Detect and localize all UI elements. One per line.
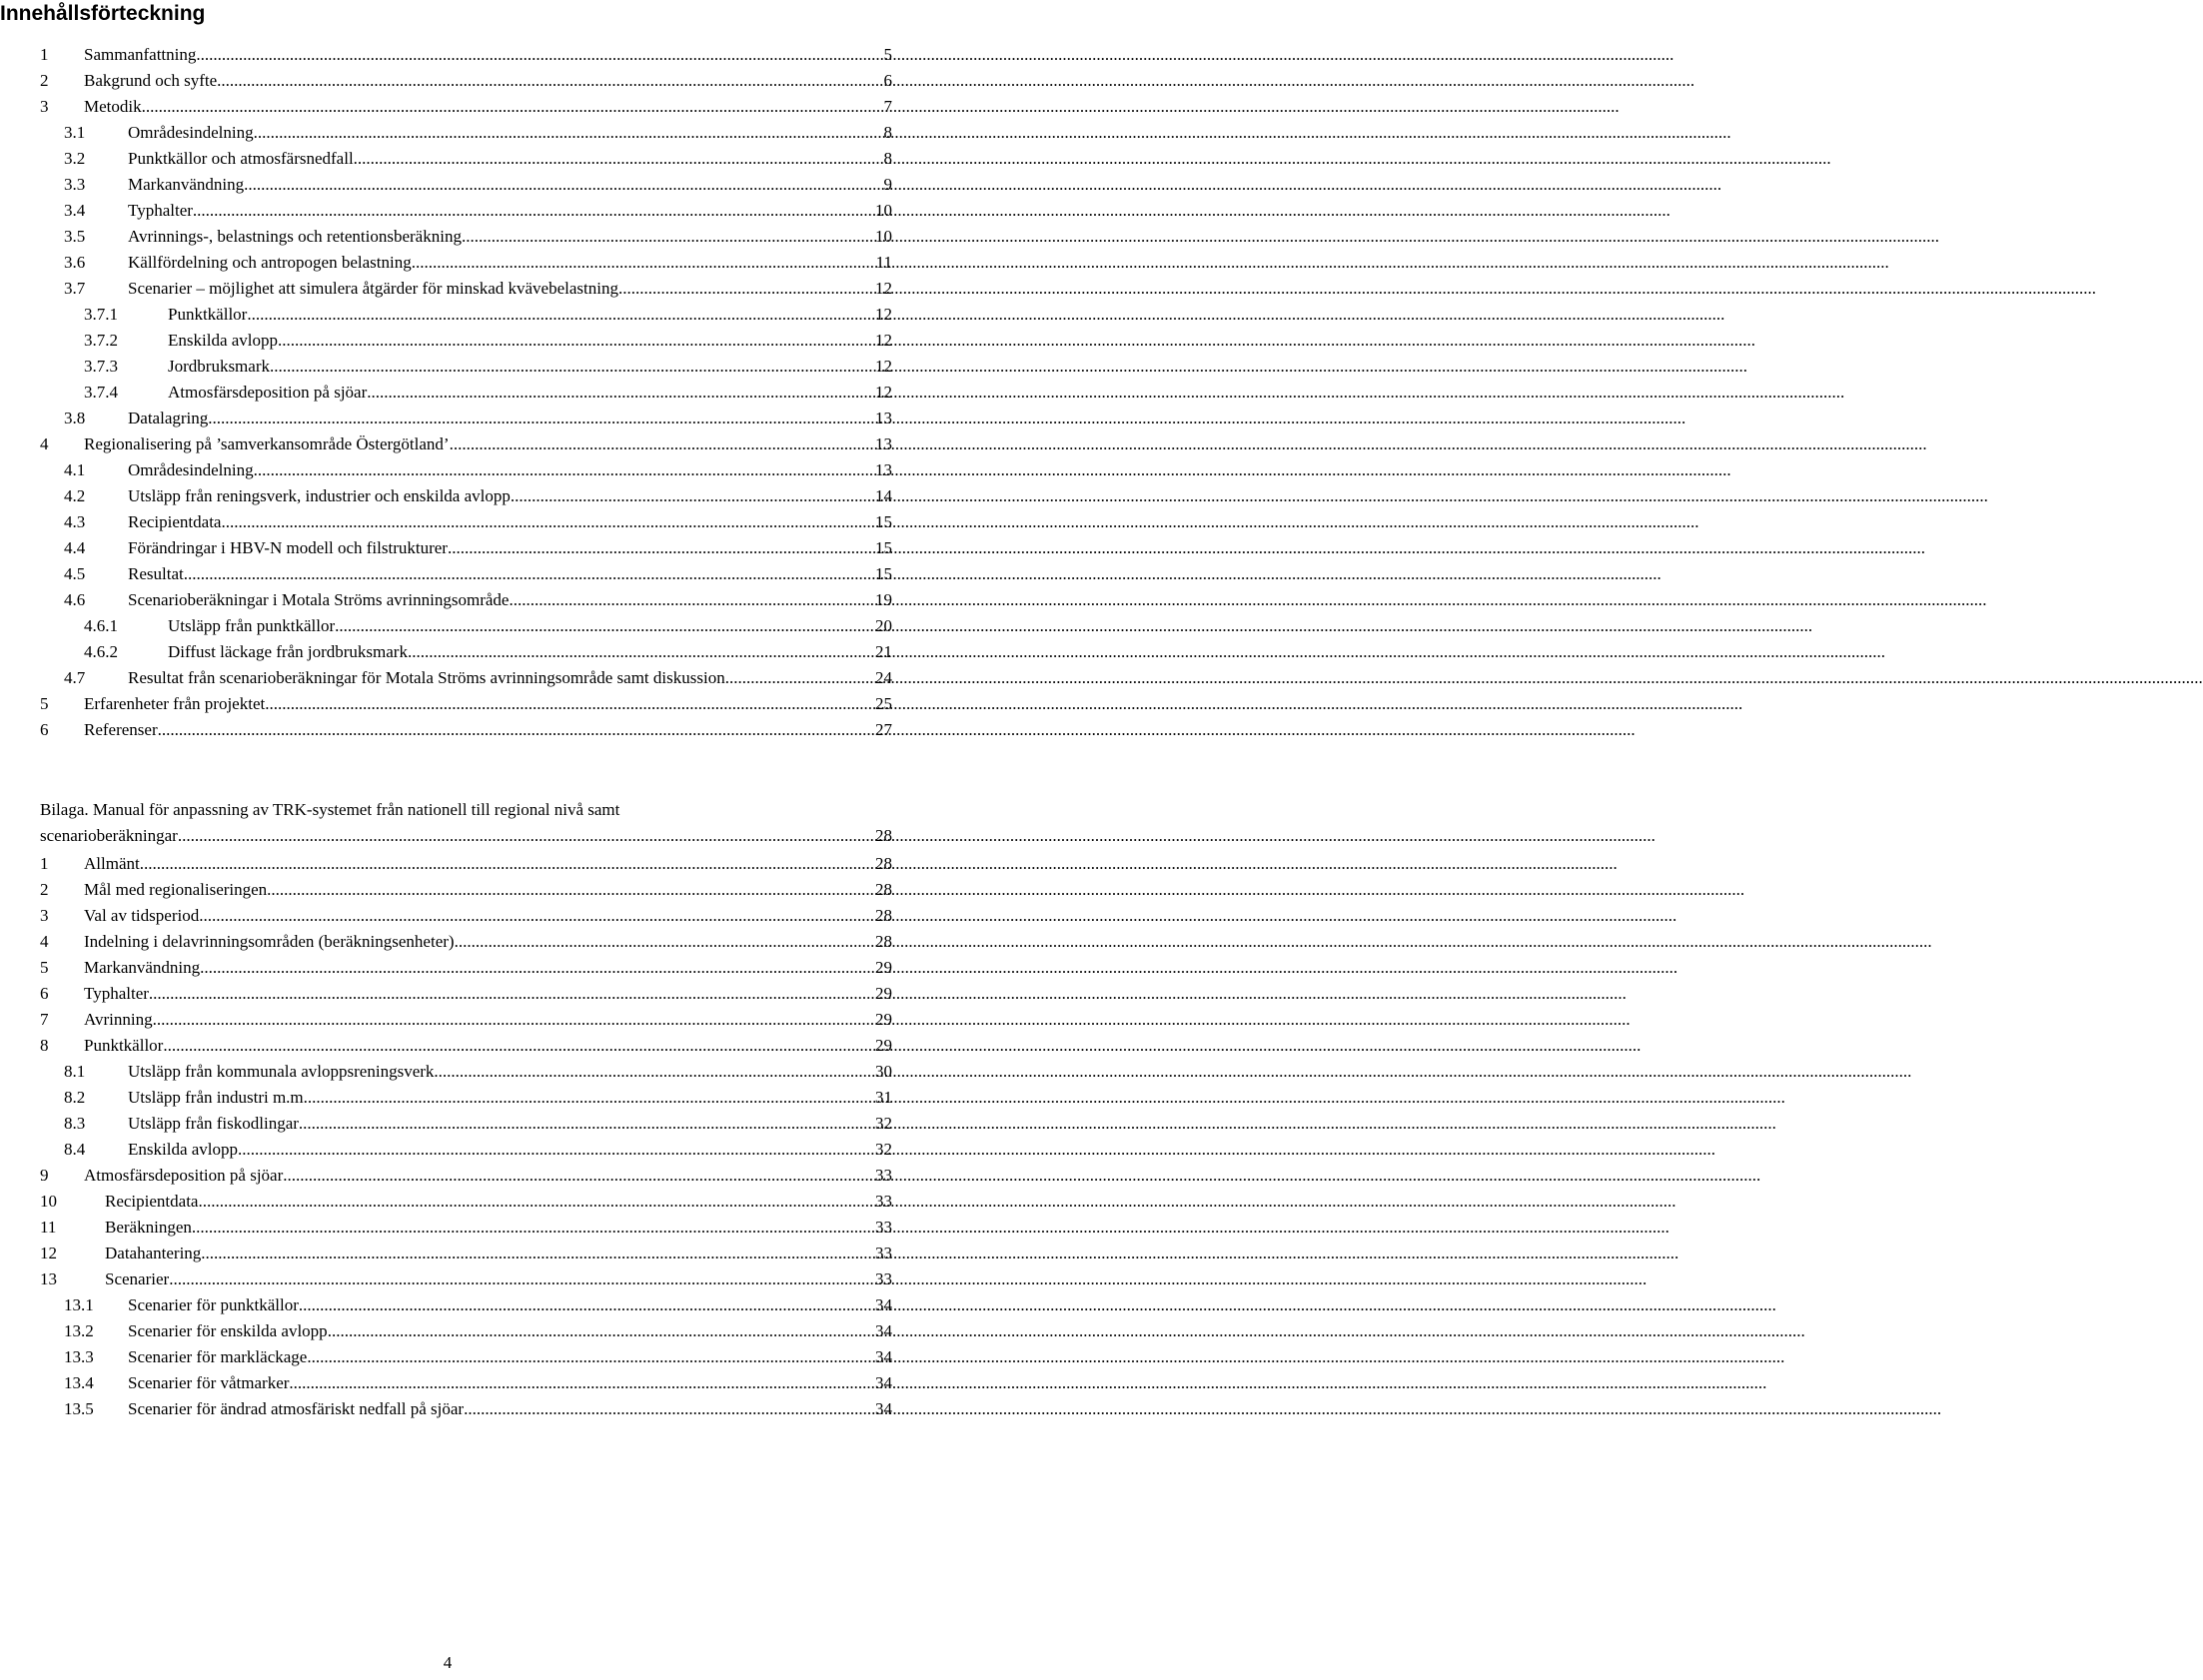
toc-entry-title: Recipientdata (128, 512, 222, 531)
toc-leader-dots (158, 717, 875, 743)
toc-entry-number: 13.1 (64, 1295, 94, 1314)
toc-leader-dots (254, 457, 875, 483)
toc-entry-number: 8 (40, 1036, 49, 1055)
toc-leader-dots (455, 929, 875, 955)
toc-entry-page: 12 (875, 383, 892, 402)
toc-entry[interactable] (64, 1111, 892, 1137)
toc-leader-dots (201, 1241, 875, 1266)
toc-leader-dots (140, 851, 875, 877)
toc-entry[interactable] (64, 146, 892, 172)
toc-leader-dots (270, 354, 875, 380)
toc-entry[interactable] (64, 535, 892, 561)
toc-entry-title: Datahantering (105, 1244, 202, 1262)
toc-entry-page: 13 (875, 460, 892, 479)
toc-entry[interactable] (40, 1007, 892, 1033)
toc-leader-dots (328, 1318, 875, 1344)
toc-entry-page: 15 (875, 538, 892, 557)
toc-entry[interactable] (40, 1033, 892, 1059)
toc-entry-number: 4.6 (64, 590, 86, 609)
toc-entry-title: Jordbruksmark (168, 357, 270, 376)
toc-leader-dots (434, 1059, 875, 1085)
toc-leader-dots (450, 431, 875, 457)
toc-entry-title: Scenarier (105, 1269, 170, 1288)
toc-entry-number: 3 (40, 906, 49, 925)
toc-leader-dots (509, 587, 875, 613)
toc-entry-page: 15 (875, 512, 892, 531)
toc-entry-number: 3.6 (64, 253, 86, 272)
toc-entry-number: 8.2 (64, 1088, 86, 1107)
toc-entry[interactable] (64, 1396, 892, 1422)
toc-entry[interactable] (84, 380, 892, 406)
toc-entry[interactable] (84, 639, 892, 665)
toc-entry[interactable] (64, 1292, 892, 1318)
toc-entry-title: Utsläpp från punktkällor (168, 616, 336, 635)
toc-entry-page: 12 (875, 279, 892, 298)
toc-entry-page: 28 (875, 906, 892, 925)
toc-entry-page: 34 (875, 1347, 892, 1366)
toc-entry-number: 4.7 (64, 668, 86, 687)
toc-entry-page: 28 (875, 880, 892, 899)
toc-entry-title: Diffust läckage från jordbruksmark (168, 642, 408, 661)
toc-entry-page: 25 (875, 694, 892, 713)
toc-entry[interactable] (40, 94, 892, 120)
toc-entry-page: 32 (875, 1114, 892, 1133)
toc-entry-page: 29 (875, 1010, 892, 1029)
toc-leader-dots (169, 1266, 875, 1292)
toc-entry[interactable] (64, 172, 892, 198)
toc-leader-dots (244, 172, 883, 198)
toc-entry-page: 27 (875, 720, 892, 739)
toc-leader-dots (335, 613, 875, 639)
toc-entry[interactable] (84, 613, 892, 639)
toc-entry[interactable] (84, 328, 892, 354)
toc-leader-dots (299, 1292, 875, 1318)
toc-entry-title: Utsläpp från reningsverk, industrier och enskilda avlopp (128, 486, 511, 505)
toc-entry-page: 33 (875, 1244, 892, 1262)
toc-entry[interactable] (64, 457, 892, 483)
toc-entry-title: Utsläpp från industri m.m. (128, 1088, 308, 1107)
toc-entry-number: 4.4 (64, 538, 86, 557)
toc-entry-number: 2 (40, 880, 49, 899)
toc-entry-number: 9 (40, 1166, 49, 1185)
toc-entry[interactable] (40, 851, 892, 877)
toc-entry-number: 13.2 (64, 1321, 94, 1340)
toc-entry-page: 9 (883, 175, 892, 194)
toc-entry-number: 2 (40, 71, 49, 90)
toc-entry[interactable] (40, 1241, 892, 1266)
toc-leader-dots (307, 1344, 875, 1370)
toc-entry-title: Avrinnings-, belastnings och retentionsberäkning (128, 227, 462, 246)
toc-entry[interactable] (64, 198, 892, 224)
toc-entry-number: 4.5 (64, 564, 86, 583)
toc-entry[interactable] (40, 1266, 892, 1292)
toc-leader-dots (178, 823, 875, 849)
toc-entry-number: 13 (40, 1269, 57, 1288)
toc-entry-title: Metodik (84, 97, 142, 116)
toc-leader-dots (199, 903, 875, 929)
toc-entry-title: Erfarenheter från projektet (84, 694, 266, 713)
toc-leader-dots (221, 509, 875, 535)
toc-entry[interactable] (40, 1189, 892, 1215)
toc-entry-page: 12 (875, 331, 892, 350)
toc-entry-number: 13.5 (64, 1399, 94, 1418)
toc-entry-number: 1 (40, 854, 49, 873)
toc-entry-page: 21 (875, 642, 892, 661)
toc-entry-number: 8.4 (64, 1140, 86, 1159)
toc-entry-number: 7 (40, 1010, 49, 1029)
toc-entry-page: 14 (875, 486, 892, 505)
toc-entry-page: 6 (883, 71, 892, 90)
toc-entry-title: Scenarier för markläckage (128, 1347, 308, 1366)
toc-entry-title: Val av tidsperiod (84, 906, 200, 925)
toc-entry-page: 31 (875, 1088, 892, 1107)
toc-leader-dots (196, 42, 883, 68)
toc-entry-number: 4.3 (64, 512, 86, 531)
toc-entry[interactable] (64, 1344, 892, 1370)
toc-leader-dots (193, 198, 875, 224)
toc-leader-dots (354, 146, 884, 172)
toc-entry[interactable] (84, 302, 892, 328)
toc-entry-page: 7 (883, 97, 892, 116)
toc-leader-dots (367, 380, 875, 406)
toc-entry-title: Mål med regionaliseringen (84, 880, 268, 899)
toc-leader-dots (192, 1215, 875, 1241)
toc-entry-page: 34 (875, 1321, 892, 1340)
toc-entry[interactable] (64, 406, 892, 431)
toc-entry-number: 5 (40, 958, 49, 977)
toc-entry-number: 3.4 (64, 201, 86, 220)
toc-entry-title: Avrinning (84, 1010, 153, 1029)
toc-entry-page: 20 (875, 616, 892, 635)
toc-entry-number: 3.7.4 (84, 383, 118, 402)
toc-entry-page: 33 (875, 1218, 892, 1237)
toc-entry-number: 3.8 (64, 409, 86, 427)
toc-entry[interactable] (64, 1085, 892, 1111)
toc-entry-title: Referenser (84, 720, 158, 739)
toc-entry[interactable] (40, 68, 892, 94)
toc-leader-dots (163, 1033, 875, 1059)
toc-entry-page: 10 (875, 201, 892, 220)
toc-entry[interactable] (40, 431, 892, 457)
toc-entry[interactable] (64, 561, 892, 587)
toc-entry[interactable] (64, 1059, 892, 1085)
toc-entry-title: Scenarier för våtmarker (128, 1373, 290, 1392)
toc-entry-title: Källfördelning och antropogen belastning (128, 253, 412, 272)
toc-entry-number: 3.1 (64, 123, 86, 142)
toc-entry[interactable] (84, 354, 892, 380)
toc-entry-page: 29 (875, 958, 892, 977)
toc-entry[interactable] (40, 929, 892, 955)
toc-entry-page: 33 (875, 1166, 892, 1185)
toc-entry-title: Scenarier för enskilda avlopp (128, 1321, 328, 1340)
toc-leader-dots (464, 1396, 875, 1422)
toc-entry-page: 34 (875, 1295, 892, 1314)
toc-leader-dots (208, 406, 875, 431)
toc-entry-page: 12 (875, 305, 892, 324)
toc-entry-title: Punktkällor (168, 305, 248, 324)
toc-entry-title: Bakgrund och syfte (84, 71, 218, 90)
toc-entry[interactable] (40, 717, 892, 743)
toc-entry[interactable] (64, 1318, 892, 1344)
toc-entry[interactable] (64, 276, 892, 302)
toc-leader-dots (267, 877, 875, 903)
toc-entry-number: 13.3 (64, 1347, 94, 1366)
toc-entry-number: 3 (40, 97, 49, 116)
toc-entry-page: 30 (875, 1062, 892, 1081)
toc-leader-dots (511, 483, 875, 509)
toc-entry-number: 4.6.2 (84, 642, 118, 661)
toc-entry-title: Beräkningen (105, 1218, 192, 1237)
toc-entry[interactable] (64, 509, 892, 535)
toc-entry-title: Markanvändning (128, 175, 245, 194)
toc-leader-dots (184, 561, 875, 587)
bilaga-entry[interactable] (40, 823, 892, 849)
toc-entry-number: 5 (40, 694, 49, 713)
toc-leader-dots (618, 276, 875, 302)
toc-entry-number: 3.7.1 (84, 305, 118, 324)
toc-leader-dots (462, 224, 875, 250)
toc-leader-dots (198, 1189, 875, 1215)
toc-entry-number: 3.7 (64, 279, 86, 298)
toc-entry-title: Sammanfattning (84, 45, 197, 64)
toc-entry-title: Scenarier för punktkällor (128, 1295, 299, 1314)
toc-entry-page: 32 (875, 1140, 892, 1159)
toc-entry-title: Enskilda avlopp (168, 331, 279, 350)
toc-entry-number: 10 (40, 1192, 57, 1211)
toc-entry-page: 12 (875, 357, 892, 376)
toc-leader-dots (254, 120, 884, 146)
toc-entry-title: Punktkällor och atmosfärsnedfall (128, 149, 354, 168)
toc-entry-number: 4 (40, 434, 49, 453)
toc-entry-page: 13 (875, 434, 892, 453)
toc-entry-page: 34 (875, 1373, 892, 1392)
toc-entry[interactable] (64, 665, 892, 691)
toc-entry-page: 29 (875, 1036, 892, 1055)
toc-entry-page: 28 (875, 854, 892, 873)
toc-entry-title: Utsläpp från kommunala avloppsreningsverk (128, 1062, 435, 1081)
toc-entry-number: 1 (40, 45, 49, 64)
toc-entry-number: 4 (40, 932, 49, 951)
toc-entry-title: Enskilda avlopp (128, 1140, 239, 1159)
toc-entry-page: 28 (875, 826, 892, 845)
toc-entry-number: 3.7.2 (84, 331, 118, 350)
toc-entry-title: Förändringar i HBV-N modell och filstrukturer (128, 538, 448, 557)
toc-entry-number: 3.5 (64, 227, 86, 246)
toc-entry-page: 11 (875, 253, 892, 272)
toc-entry-page: 5 (883, 45, 892, 64)
toc-entry-title: Typhalter (128, 201, 193, 220)
toc-leader-dots (200, 955, 875, 981)
toc-leader-dots (247, 302, 875, 328)
toc-entry-title: Områdesindelning (128, 123, 254, 142)
bilaga-title: Bilaga. Manual för anpassning av TRK-systemet från nationell till regional nivå samt (40, 800, 620, 819)
toc-entry-title: Indelning i delavrinningsområden (beräkningsenheter) (84, 932, 455, 951)
toc-entry-title: Atmosfärsdeposition på sjöar (168, 383, 368, 402)
toc-entry-page: 8 (883, 149, 892, 168)
toc-entry-page: 33 (875, 1269, 892, 1288)
toc-leader-dots (412, 250, 876, 276)
toc-entry-page: 33 (875, 1192, 892, 1211)
toc-leader-dots (308, 1085, 875, 1111)
toc-entry-number: 3.3 (64, 175, 86, 194)
toc-leader-dots (725, 665, 875, 691)
toc-entry[interactable] (40, 42, 892, 68)
toc-entry-title: scenarioberäkningar (40, 826, 178, 845)
toc-entry-title: Punktkällor (84, 1036, 164, 1055)
toc-entry-title: Atmosfärsdeposition på sjöar (84, 1166, 284, 1185)
toc-entry-page: 24 (875, 668, 892, 687)
toc-entry-page: 15 (875, 564, 892, 583)
toc-leader-dots (149, 981, 875, 1007)
toc-entry-title: Typhalter (84, 984, 149, 1003)
toc-leader-dots (153, 1007, 875, 1033)
toc-entry-number: 4.2 (64, 486, 86, 505)
toc-entry[interactable] (64, 224, 892, 250)
page-number: 4 (443, 1653, 453, 1672)
toc-entry-number: 6 (40, 984, 49, 1003)
toc-leader-dots (238, 1137, 875, 1163)
toc-entry-page: 8 (883, 123, 892, 142)
toc-leader-dots (289, 1370, 875, 1396)
toc-leader-dots (299, 1111, 875, 1137)
toc-entry-title: Resultat från scenarioberäkningar för Motala Ströms avrinningsområde samt diskussion (128, 668, 725, 687)
toc-entry-title: Recipientdata (105, 1192, 199, 1211)
toc-entry-page: 34 (875, 1399, 892, 1418)
toc-entry-title: Datalagring (128, 409, 209, 427)
toc-entry-number: 11 (40, 1218, 57, 1237)
toc-entry-number: 4.6.1 (84, 616, 118, 635)
toc-entry[interactable] (40, 903, 892, 929)
toc-entry[interactable] (40, 981, 892, 1007)
toc-entry-number: 3.2 (64, 149, 86, 168)
toc-leader-dots (278, 328, 875, 354)
toc-heading: Innehållsförteckning (0, 2, 206, 25)
toc-entry-title: Markanvändning (84, 958, 201, 977)
toc-entry-title: Scenarier – möjlighet att simulera åtgärder för minskad kvävebelastning (128, 279, 618, 298)
toc-entry-title: Utsläpp från fiskodlingar (128, 1114, 299, 1133)
toc-entry[interactable] (64, 587, 892, 613)
toc-leader-dots (142, 94, 884, 120)
toc-entry-title: Områdesindelning (128, 460, 254, 479)
toc-leader-dots (217, 68, 883, 94)
toc-entry-page: 10 (875, 227, 892, 246)
toc-entry[interactable] (40, 955, 892, 981)
toc-entry[interactable] (64, 250, 892, 276)
toc-entry[interactable] (40, 1215, 892, 1241)
toc-leader-dots (448, 535, 875, 561)
toc-entry[interactable] (64, 120, 892, 146)
toc-entry-page: 28 (875, 932, 892, 951)
toc-leader-dots (265, 691, 875, 717)
toc-entry-title: Resultat (128, 564, 184, 583)
toc-entry-title: Scenarier för ändrad atmosfäriskt nedfall på sjöar (128, 1399, 465, 1418)
toc-entry-page: 29 (875, 984, 892, 1003)
toc-entry-number: 13.4 (64, 1373, 94, 1392)
toc-entry-number: 4.1 (64, 460, 86, 479)
toc-entry[interactable] (64, 483, 892, 509)
toc-entry-number: 12 (40, 1244, 57, 1262)
toc-entry-title: Regionalisering på ’samverkansområde Östergötland’ (84, 434, 450, 453)
toc-entry-page: 13 (875, 409, 892, 427)
toc-leader-dots (408, 639, 875, 665)
toc-entry[interactable] (64, 1137, 892, 1163)
toc-entry[interactable] (40, 877, 892, 903)
toc-entry-title: Scenarioberäkningar i Motala Ströms avrinningsområde (128, 590, 510, 609)
toc-leader-dots (283, 1163, 875, 1189)
toc-entry-title: Allmänt (84, 854, 140, 873)
toc-entry-number: 8.1 (64, 1062, 86, 1081)
toc-entry-number: 8.3 (64, 1114, 86, 1133)
toc-entry[interactable] (64, 1370, 892, 1396)
toc-entry[interactable] (40, 691, 892, 717)
toc-entry[interactable] (40, 1163, 892, 1189)
toc-entry-page: 19 (875, 590, 892, 609)
toc-entry-number: 6 (40, 720, 49, 739)
toc-entry-number: 3.7.3 (84, 357, 118, 376)
